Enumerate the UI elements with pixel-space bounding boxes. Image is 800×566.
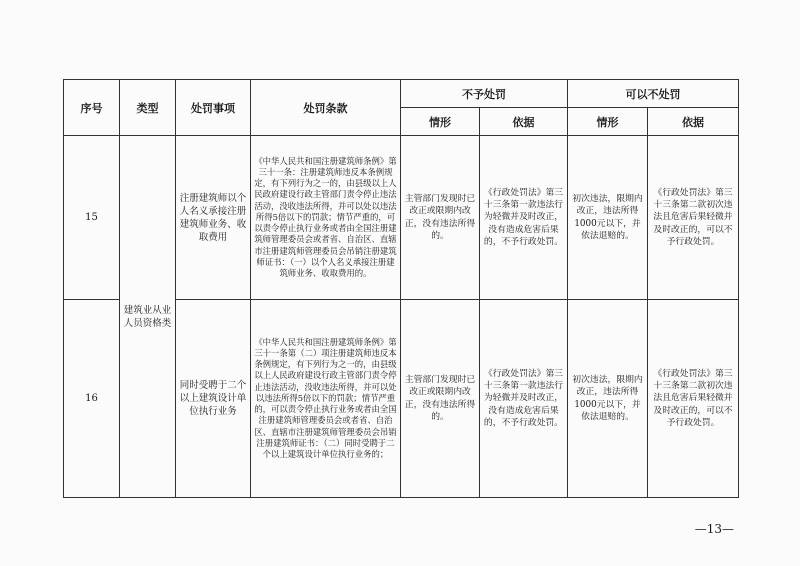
header-may-not-penalty: 可以不处罚 xyxy=(568,80,739,108)
row-type: 建筑业从业人员资格类 xyxy=(120,136,176,498)
row-no-basis: 《行政处罚法》第三十三条第一款违法行为轻微并及时改正，没有造成危害后果的，不予行政处罚。 xyxy=(480,300,568,498)
header-no-basis: 依据 xyxy=(480,108,568,136)
header-may-basis: 依据 xyxy=(648,108,739,136)
header-may-situation: 情形 xyxy=(568,108,648,136)
row-may-situation: 初次违法，限期内改正，违法所得1000元以下，并依法退赔的。 xyxy=(568,300,648,498)
table-row xyxy=(64,136,739,300)
header-no-situation: 情形 xyxy=(401,108,480,136)
row-item: 注册建筑师以个人名义承接注册建筑师业务、收取费用 xyxy=(176,136,251,300)
row-no-basis: 《行政处罚法》第三十三条第一款违法行为轻微并及时改正，没有造成危害后果的，不予行政处罚。 xyxy=(480,136,568,300)
row-clause: 《中华人民共和国注册建筑师条例》第三十一条第（二）项注册建筑师违反本条例规定，有下列行为之一的，由县级以上人民政府建设行政主管部门责令停止违法活动，没收违法所得，并可以处以违法所得5倍以下的罚款；情节严重的，可以责令停止执行业务或者由全国注册建筑师管理委员会或者省、自治区、直辖市注册建筑师管理委员会吊销注册建筑师证书：（二）同时受聘于二个以上建筑设计单位执行业务的； xyxy=(251,300,401,498)
row-item: 同时受聘于二个以上建筑设计单位执行业务 xyxy=(176,300,251,498)
row-no-situation: 主管部门发现时已改正或限期内改正，没有违法所得的。 xyxy=(401,136,480,300)
row-no-situation: 主管部门发现时已改正或限期内改正，没有违法所得的。 xyxy=(401,300,480,498)
row-may-basis: 《行政处罚法》第三十三条第二款初次违法且危害后果轻微并及时改正的，可以不予行政处罚。 xyxy=(648,136,739,300)
header-seq: 序号 xyxy=(64,80,120,136)
penalty-table xyxy=(63,79,739,498)
row-clause: 《中华人民共和国注册建筑师条例》第三十一条：注册建筑师违反本条例规定，有下列行为之一的，由县级以上人民政府建设行政主管部门责令停止违法活动，没收违法所得，并可以处以违法所得5倍以下的罚款；情节严重的，可以责令停止执行业务或者由全国注册建筑师管理委员会或者省、自治区、直辖市注册建筑师管理委员会吊销注册建筑师证书：（一）以个人名义承接注册建筑师业务、收取费用的。 xyxy=(251,136,401,300)
row-seq: 16 xyxy=(64,300,120,498)
row-seq: 15 xyxy=(64,136,120,300)
header-no-penalty: 不予处罚 xyxy=(401,80,568,108)
row-may-basis: 《行政处罚法》第三十三条第二款初次违法且危害后果轻微并及时改正的，可以不予行政处罚。 xyxy=(648,300,739,498)
header-type: 类型 xyxy=(120,80,176,136)
row-may-situation: 初次违法，限期内改正，违法所得1000元以下，并依法退赔的。 xyxy=(568,136,648,300)
header-clause: 处罚条款 xyxy=(251,80,401,136)
page-number: —13— xyxy=(694,522,734,536)
header-row-top xyxy=(64,80,739,108)
header-item: 处罚事项 xyxy=(176,80,251,136)
